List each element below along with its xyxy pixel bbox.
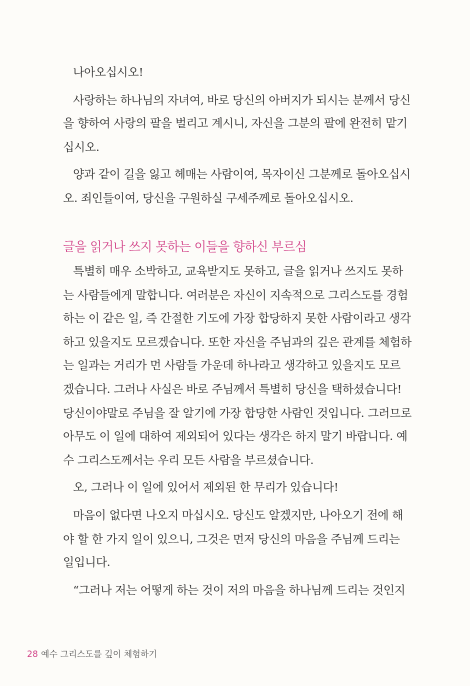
book-title: 예수 그리스도를 깊이 체험하기 xyxy=(40,650,158,660)
intro-text xyxy=(63,61,413,211)
text-line: 하는 이 같은 일, 즉 간절한 기도에 가장 합당하지 못한 사람이라고 생각 xyxy=(63,311,411,326)
text-line: 오. 죄인들이여, 당신을 구원하실 구세주께로 돌아오십시오. xyxy=(63,190,354,205)
text-line: 을 향하여 사랑의 팔을 벌리고 계시니, 자신을 그분의 팔에 완전히 맡기 xyxy=(63,116,408,131)
text-line: 양과 같이 길을 잃고 헤매는 사람이여, 목자이신 그분께로 돌아오십시 xyxy=(73,167,411,182)
page-footer xyxy=(27,648,157,660)
paragraph-simple-people xyxy=(63,260,413,472)
paragraph-beloved xyxy=(63,89,413,160)
paragraph-excluded: 오, 그러나 이 일에 있어서 제외된 한 무리가 있습니다! xyxy=(73,480,339,495)
text-line: 하고 있을지도 모르겠습니다. 또한 자신을 주님과의 깊은 관계를 체험하 xyxy=(63,334,412,349)
text-line: 일입니다. xyxy=(63,555,111,570)
page-number: 28 xyxy=(27,650,38,660)
text-line: 는 사람들에게 말합니다. 여러분은 자신이 지속적으로 그리스도를 경험 xyxy=(63,287,409,302)
paragraph-come: 나아오십시오! xyxy=(73,65,144,79)
text-line: 사랑하는 하나님의 자녀여, 바로 당신의 아버지가 되시는 분께서 당신 xyxy=(73,92,411,107)
text-line: 는 일과는 거리가 먼 사람들 가운데 하나라고 생각하고 있을지도 모르 xyxy=(63,358,401,373)
text-line: 겠습니다. 그러나 사실은 바로 주님께서 특별히 당신을 택하셨습니다! xyxy=(63,381,402,396)
body-text xyxy=(63,260,413,602)
text-line: 특별히 매우 소박하고, 교육받지도 못하고, 글을 읽거나 쓰지도 못하 xyxy=(73,264,403,278)
paragraph-heart xyxy=(63,504,413,575)
paragraph-question: “그러나 저는 어떻게 하는 것이 저의 마음을 하나님께 드리는 것인지 xyxy=(73,582,406,597)
text-line: 야 할 한 가지 일이 있으니, 그것은 먼저 당신의 마음을 주님께 드리는 xyxy=(63,531,400,546)
paragraph-lost-sheep xyxy=(63,163,413,210)
text-line: 마음이 없다면 나오지 마십시오. 당신도 알겠지만, 나아오기 전에 해 xyxy=(73,507,403,522)
text-line: 십시오. xyxy=(63,139,100,154)
text-line: 당신이야말로 주님을 잘 알기에 가장 합당한 사람인 것입니다. 그러므로 xyxy=(63,405,412,420)
text-line: 아무도 이 일에 대하여 제외되어 있다는 생각은 하지 말기 바랍니다. 예 xyxy=(63,429,408,444)
text-line: 수 그리스도께서는 우리 모든 사람을 부르셨습니다. xyxy=(63,452,314,467)
section-heading: 글을 읽거나 쓰지 못하는 이들을 향하신 부르심 xyxy=(63,239,307,254)
